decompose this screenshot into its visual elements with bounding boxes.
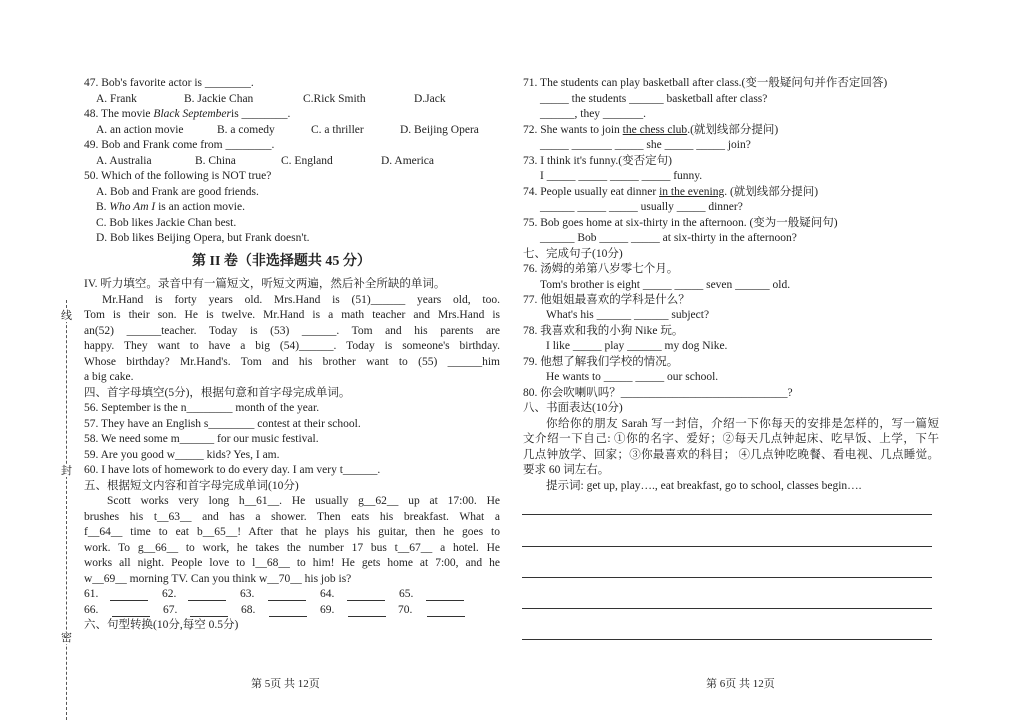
option: D. America xyxy=(381,155,435,167)
option: D. Beijing Opera xyxy=(400,124,479,136)
answer-label: 70. xyxy=(398,604,413,616)
question-80: 80. 你会吹喇叭吗？_____________________________? xyxy=(523,387,793,399)
answer-blank[interactable] xyxy=(110,600,148,601)
answer-label: 62. xyxy=(162,588,177,600)
answer-label: 69. xyxy=(320,604,335,616)
binding-char: 封 xyxy=(61,465,72,477)
option: C. Bob likes Jackie Chan best. xyxy=(96,217,237,229)
answer-blank[interactable] xyxy=(347,600,385,601)
answer-label: 65. xyxy=(399,588,414,600)
passage-line: an(52) ______teacher. Today is (53) ______. Tom and his parents are xyxy=(84,325,500,337)
option: D.Jack xyxy=(414,93,446,105)
answer-label: 68. xyxy=(241,604,256,616)
answer-line: _____ _______ _____ she _____ _____ join? xyxy=(540,139,751,151)
option: B. China xyxy=(195,155,236,167)
passage-line: Tom is their son. He is twelve. Mr.Hand is a math teacher and Mrs.Hand is xyxy=(84,309,500,321)
question-77: 77. 他姐姐最喜欢的学科是什么？ xyxy=(523,294,690,306)
passage-line: happy. They want to have a big (54)______. Today is someone's birthday. xyxy=(84,340,500,352)
answer-label: 66. xyxy=(84,604,99,616)
option: B. Who Am I is an action movie. xyxy=(96,201,245,213)
option: B. a comedy xyxy=(217,124,275,136)
question-56: 56. September is the n________ month of the year. xyxy=(84,402,320,414)
answer-blank[interactable] xyxy=(348,616,386,617)
section-heading: IV. 听力填空。录音中有一篇短文，听短文两遍，然后补全所缺的单词。 xyxy=(84,278,446,290)
writing-line[interactable] xyxy=(522,639,932,640)
passage-line: work. To g__66__ to work, he takes the number 17 bus t__67__ a hotel. He xyxy=(84,542,500,554)
option: D. Bob likes Beijing Opera, but Frank doesn't. xyxy=(96,232,310,244)
answer-line: ______ Bob _____ _____ at six-thirty in the afternoon? xyxy=(540,232,797,244)
question-79: 79. 他想了解我们学校的情况。 xyxy=(523,356,679,368)
writing-line[interactable] xyxy=(522,546,932,547)
question-57: 57. They have an English s________ contest at their school. xyxy=(84,418,361,430)
question-60: 60. I have lots of homework to do every day. I am very t______. xyxy=(84,464,381,476)
question-71: 71. The students can play basketball after class.(变一般疑问句并作否定回答) xyxy=(523,77,888,89)
page-footer: 第 5页 共 12页 xyxy=(251,678,320,690)
writing-line[interactable] xyxy=(522,608,932,609)
passage-line: works all night. People love to l__68__ to him! He gets home at 7:00, and he xyxy=(84,557,500,569)
answer-line: ______ _____ _____ usually _____ dinner? xyxy=(540,201,743,213)
answer-label: 63. xyxy=(240,588,255,600)
option: A. an action movie xyxy=(96,124,184,136)
question-49: 49. Bob and Frank come from ________. xyxy=(84,139,275,151)
question-72: 72. She wants to join the chess club.(就划线部分提问) xyxy=(523,124,779,136)
question-76: 76. 汤姆的弟第八岁零七个月。 xyxy=(523,263,679,275)
writing-line[interactable] xyxy=(522,577,932,578)
question-74: 74. People usually eat dinner in the evening. (就划线部分提问) xyxy=(523,186,819,198)
prompt-line: 文介绍一下自己: ①你的名字、爱好；②每天几点钟起床、吃早饭、上学，下午 xyxy=(523,433,939,445)
option: A. Bob and Frank are good friends. xyxy=(96,186,259,198)
answer-blank[interactable] xyxy=(188,600,226,601)
answer-blank[interactable] xyxy=(426,600,464,601)
section-heading: 七、完成句子(10分) xyxy=(523,248,623,260)
passage-line: Whose birthday? Mr.Hand's. Tom and his brother want to (55) ______him xyxy=(84,356,500,368)
answer-line: He wants to _____ _____ our school. xyxy=(546,371,719,383)
binding-char: 线 xyxy=(61,310,72,322)
option: B. Jackie Chan xyxy=(184,93,254,105)
section-title: 第 II 卷（非选择题共 45 分） xyxy=(192,254,371,269)
prompt-line: 要求 60 词左右。 xyxy=(523,464,610,476)
answer-line: _____ the students ______ basketball after class? xyxy=(540,93,768,105)
option: A. Australia xyxy=(96,155,152,167)
prompt-line: 几点钟放学、回家；③你最喜欢的科目； ④几点钟吃晚餐、看电视、几点睡觉。 xyxy=(523,449,939,461)
section-heading: 五、根据短文内容和首字母完成单词(10分) xyxy=(84,480,299,492)
answer-line: I like _____ play ______ my dog Nike. xyxy=(546,340,728,352)
passage-line: f__64__ time to eat b__65__! After that he plays his guitar, then he goes to xyxy=(84,526,500,538)
question-48: 48. The movie Black Septemberis ________. xyxy=(84,108,291,120)
writing-line[interactable] xyxy=(522,514,932,515)
question-59: 59. Are you good w_____ kids? Yes, I am. xyxy=(84,449,280,461)
option: C. a thriller xyxy=(311,124,364,136)
question-47: 47. Bob's favorite actor is ________. xyxy=(84,77,254,89)
answer-line: Tom's brother is eight _____ _____ seven ______ old. xyxy=(540,279,791,291)
answer-line: I _____ _____ _____ _____ funny. xyxy=(540,170,703,182)
section-heading: 八、书面表达(10分) xyxy=(523,402,623,414)
passage-line: a big cake. xyxy=(84,371,134,383)
answer-blank[interactable] xyxy=(269,616,307,617)
hint-words: 提示词: get up, play…., eat breakfast, go to school, classes begin…. xyxy=(546,480,862,492)
passage-line: Scott works very long h__61__. He usually g__62__ up at 17:00. He xyxy=(107,495,500,507)
answer-line: ______, they _______. xyxy=(540,108,647,120)
section-heading: 六、句型转换(10分,每空 0.5分) xyxy=(84,619,239,631)
binding-line xyxy=(66,300,67,720)
question-78: 78. 我喜欢和我的小狗 Nike 玩。 xyxy=(523,325,684,337)
passage-line: Mr.Hand is forty years old. Mrs.Hand is (51)______ years old, too. xyxy=(102,294,500,306)
answer-label: 67. xyxy=(163,604,178,616)
prompt-line: 你给你的朋友 Sarah 写一封信，介绍一下你每天的安排是怎样的，写一篇短 xyxy=(546,418,939,430)
answer-blank[interactable] xyxy=(427,616,465,617)
page-footer: 第 6页 共 12页 xyxy=(706,678,775,690)
question-75: 75. Bob goes home at six-thirty in the afternoon. (变为一般疑问句) xyxy=(523,217,838,229)
answer-blank[interactable] xyxy=(112,616,150,617)
option: C. England xyxy=(281,155,333,167)
question-50: 50. Which of the following is NOT true? xyxy=(84,170,272,182)
option: C.Rick Smith xyxy=(303,93,366,105)
question-58: 58. We need some m______ for our music festival. xyxy=(84,433,319,445)
binding-char: 密 xyxy=(61,632,72,644)
passage-line: brushes his t__63__ and has a shower. Then eats his breakfast. What a xyxy=(84,511,500,523)
question-73: 73. I think it's funny.(变否定句) xyxy=(523,155,672,167)
answer-label: 64. xyxy=(320,588,335,600)
answer-blank[interactable] xyxy=(190,616,228,617)
section-heading: 四、首字母填空(5分)，根据句意和首字母完成单词。 xyxy=(84,387,351,399)
option: A. Frank xyxy=(96,93,137,105)
answer-label: 61. xyxy=(84,588,99,600)
answer-line: What's his ______ ______ subject? xyxy=(546,309,710,321)
answer-blank[interactable] xyxy=(268,600,306,601)
passage-line: w__69__ morning TV. Can you think w__70__ his job is? xyxy=(84,573,352,585)
